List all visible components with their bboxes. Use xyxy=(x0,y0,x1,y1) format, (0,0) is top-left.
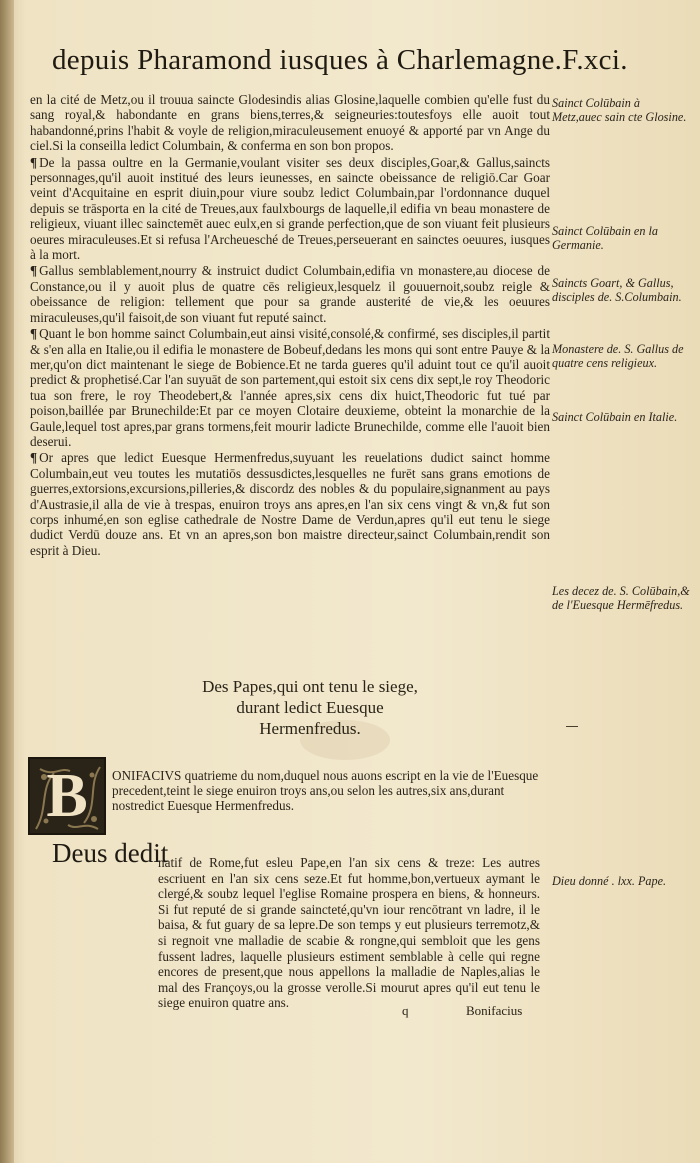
paragraph-germanie: ¶ De la passa oultre en la Germanie,voulant visiter ses deux disciples,Goar,& Gallus,saincts personnages,qu'il auoit institué des leurs ieunesses, en saincte obeissance de religiō.Car Goar veint d'Acquitaine en esprit diuin,pour viure soubz ledict Columbain,par l'ordonnance duquel depuis se trāsporta en la cité de Treues,aux faulxbourgs de laquelle,il edifia vn beau monastere de religieux, viuant illec sainctemēt auec eulx,en si grande perfection,que de son viuant feit plusieurs oeures miraculeuses.Et si refusa l'Archeuesché de Treues,perseuerant en sainctes oeuures, iusques à la mort. xyxy=(30,155,550,263)
section-title-line: Des Papes,qui ont tenu le siege, xyxy=(202,677,418,696)
paragraph-hermenfredus: ¶ Or apres que ledict Euesque Hermenfredus,suyuant les reuelations dudict sainct homme Columbain,eut veu toutes les mutatiōs dessusdictes,lesquelles ne furēt sans grans emotions de guerres,extorsions,excursions,pilleries,& discordz des nobles & du populaire,signanment au pays d'Austrasie,il alla de vie à trespas, enuiron troys ans apres,en l'an six cens vingt & vn,& fut son corps inhumé,en son eglise cathedrale de Nostre Dame de Verdun,apres qu'il eut tenu le siege dudict Verdū douze ans. Et vn an apres,son bon maistre directeur,sainct Columbain,rendit son esprit à Dieu. xyxy=(30,450,550,558)
margin-note-metz: Sainct Colūbain à Metz,auec sain cte Glosine. xyxy=(552,96,687,124)
margin-note-disciples: Saincts Goart, & Gallus, disciples de. S.Columbain. xyxy=(552,276,682,304)
deusdedit-heading: Deus dedit xyxy=(52,838,169,868)
section-title xyxy=(160,676,460,739)
main-text-block xyxy=(30,92,550,559)
margin-dash xyxy=(566,726,578,727)
initial-letter: B xyxy=(46,762,88,830)
margin-note-dieudonne: Dieu donné . lxx. Pape. xyxy=(552,874,667,888)
section-title-line: durant ledict Euesque xyxy=(236,698,384,717)
deusdedit-paragraph xyxy=(30,855,540,1011)
margin-note-monastere: Monastere de. S. Gallus de quatre cens religieux. xyxy=(552,342,684,370)
signature-mark: q xyxy=(402,1003,409,1018)
deusdedit-text: natif de Rome,fut esleu Pape,en l'an six cens & treze: Les autres escriuent en l'an six cens seze.Et fut homme,bon,vertueux aymant le clergé,& soubz lequel l'eglise Romaine prospera en biens, & honneurs. Si fut reputé de si grande saincteté,qu'vn iour rencōtrant vn ladre, il le baisa, & fut guary de sa lepre.De son temps y eut plusieurs terremotz,& si regnoit vne malladie de scabie & rongne,qui sembloit que les gens fussent ladres, laquelle plusieurs estiment semblable à celle qui regne encores de present,que nous appellons la malladie de Naples,alias le mal des Françoys,ou la grosse verolle.Si mourut apres qu'il eut tenu le siege enuiron quatre ans. xyxy=(158,855,540,1011)
margin-note-italie: Sainct Colūbain en Italie. xyxy=(552,410,678,424)
bonifacius-paragraph: ONIFACIVS quatrieme du nom,duquel nous auons escript en la vie de l'Euesque precedent,teint le siege enuiron troys ans,ou selon les autres,six ans,durant nostredict Euesque Hermenfredus. xyxy=(112,768,539,814)
catchword: Bonifacius xyxy=(466,1003,523,1018)
margin-note-germanie: Sainct Colūbain en la Germanie. xyxy=(552,224,658,252)
book-spine-shadow xyxy=(0,0,14,1163)
paragraph-italie: ¶ Quant le bon homme sainct Columbain,eut ainsi visité,consolé,& confirmé, ses disciples,il partit & s'en alla en Italie,ou il edifia le monastere de Bobeuf,dedans les mons qui sont entre Pauye & la mer,qu'on dict maintenant le siege de Bobience.Et ne tarda gueres qu'il aduint tout ce qu'il auoit predict & prophetisé.Car l'an suyuāt de son partement,qui estoit six cens dix sept,le roy Theodoric tua son frere, le roy Theodebert,& l'année apres,six cens dix huict,Theodoric fut tué par poison,baillée par Brunechilde:Et par ce moyen Clotaire deuxieme, obteint la monarchie de la Gaule,lequel tost apres,par grans tormens,feit mourir ladicte Brunechilde, comme elle l'auoit bien deserui. xyxy=(30,326,550,449)
paragraph-glodesindis: en la cité de Metz,ou il trouua saincte Glodesindis alias Glosine,laquelle combien qu'elle fust du sang royal,& habondante en grans biens,terres,& seigneuries:toutesfoys elle auoit tout habandonné,prins l'habit & voyle de religion,miraculeusement enuoyé & apporté par vn Ange du ciel.Si la conseilla ledict Columbain, & conferma en son bon propos. xyxy=(30,92,550,154)
paragraph-gallus: ¶ Gallus semblablement,nourry & instruict dudict Columbain,edifia vn monastere,au diocese de Constance,ou il y auoit plus de quatre cēs religieux,lesquelz il gouuernoit,soubz reigle & obeissance de religion: tellement que pour sa grande austerité de vie,& les oeuures miraculeuses,qu'il faisoit,de son viuant fut reputé sainct. xyxy=(30,263,550,325)
decorated-initial xyxy=(28,757,106,835)
section-title-line: Hermenfredus. xyxy=(259,719,361,738)
margin-note-decez: Les decez de. S. Colūbain,& de l'Euesque Hermēfredus. xyxy=(552,584,690,612)
running-header: depuis Pharamond iusques à Charlemagne.F.xci. xyxy=(52,44,628,76)
